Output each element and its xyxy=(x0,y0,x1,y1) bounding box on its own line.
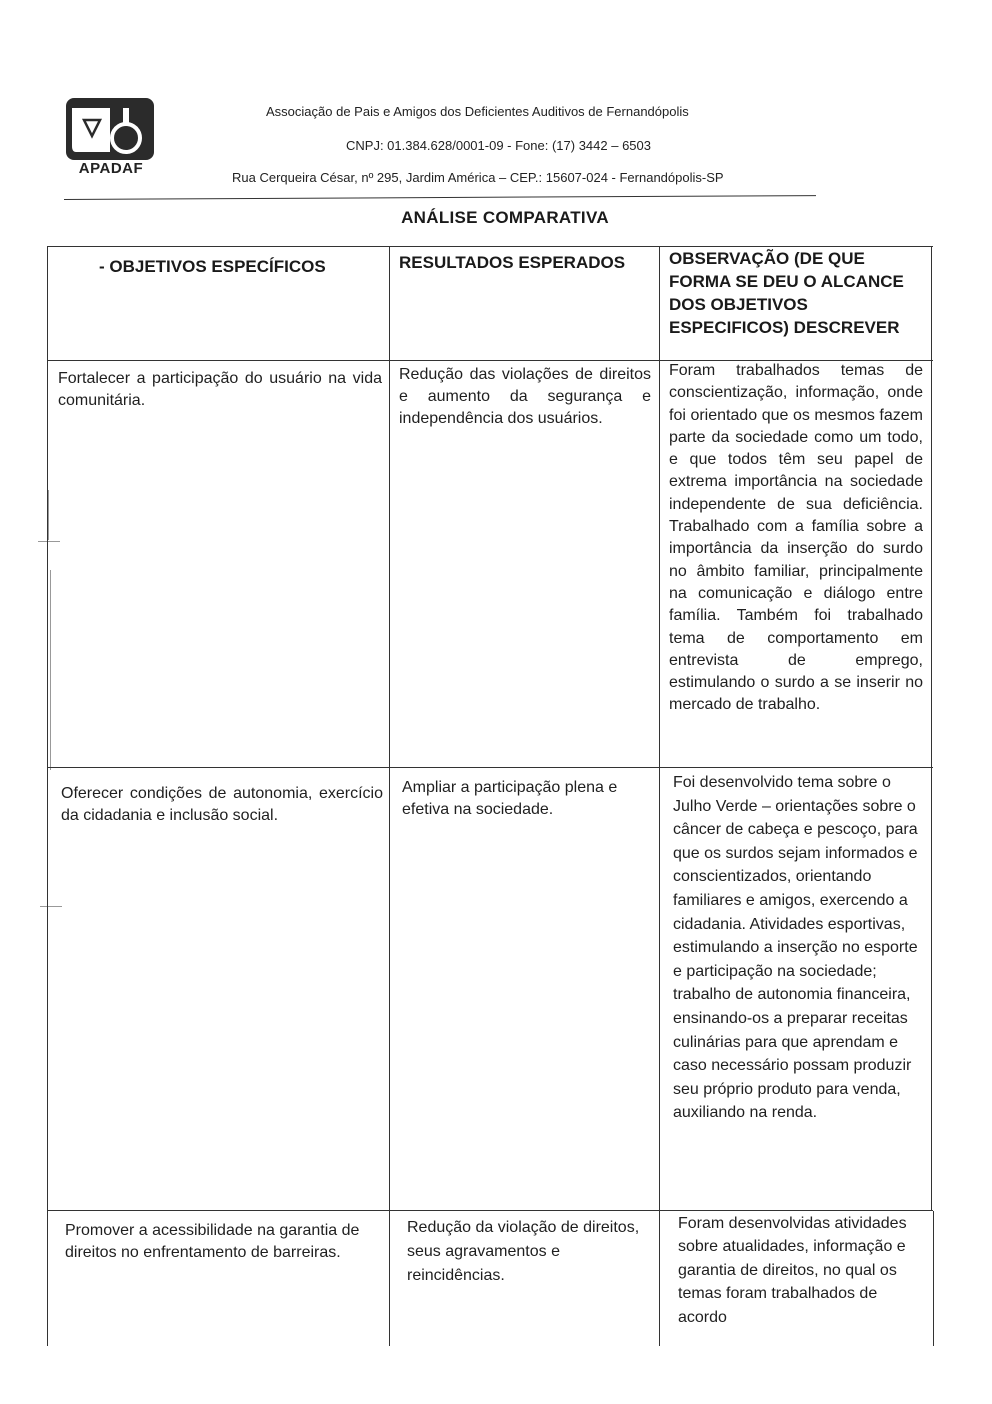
header-expected-results: RESULTADOS ESPERADOS xyxy=(399,253,626,272)
logo-emblem xyxy=(66,98,154,160)
document-title: ANÁLISE COMPARATIVA xyxy=(401,208,609,227)
row-1-observation: Foram trabalhados temas de conscientização, informação, onde foi orientado que os mesmos fazem parte da sociedade como um todo, e que todos têm seu papel de extrema importância na sociedade independente de sua deficiência. Trabalhado com a família sobre a importância da inserção do surdo no âmbito familiar, principalmente na comunicação e diálogo entre família. Também foi trabalhado tema de comportamento em entrevista de emprego, estimulando o surdo a se inserir no mercado de trabalho. xyxy=(669,362,923,714)
header-observation: OBSERVAÇÃO (DE QUE FORMA SE DEU O ALCANCE DOS OBJETIVOS ESPECIFICOS) DESCREVER xyxy=(669,249,904,337)
row-3-objective: Promover a acessibilidade na garantia de direitos no enfrentamento de barreiras. xyxy=(65,1222,360,1261)
row-divider xyxy=(47,1210,933,1211)
row-2-expected: Ampliar a participação plena e efetiva na sociedade. xyxy=(402,779,618,818)
organization-name: Associação de Pais e Amigos dos Deficientes Auditivos de Fernandópolis xyxy=(266,104,689,119)
column-divider xyxy=(389,246,390,1346)
cnpj-phone: CNPJ: 01.384.628/0001-09 - Fone: (17) 3442 – 6503 xyxy=(346,138,651,153)
row-1-objective: Fortalecer a participação do usuário na vida comunitária. xyxy=(58,370,382,409)
logo-text: APADAF xyxy=(78,160,144,177)
table-border-right xyxy=(933,1211,934,1346)
row-2-objective: Oferecer condições de autonomia, exercício da cidadania e inclusão social. xyxy=(61,785,383,824)
apadaf-logo xyxy=(66,98,156,184)
table-border-left xyxy=(47,246,48,1346)
column-divider xyxy=(659,246,660,1346)
row-3-observation: Foram desenvolvidas atividades sobre atualidades, informação e garantia de direitos, no qual os temas foram trabalhados de acordo xyxy=(678,1215,907,1326)
row-2-observation: Foi desenvolvido tema sobre o Julho Verde – orientações sobre o câncer de cabeça e pescoço, para que os surdos sejam informados e conscientizados, orientando familiares e amigos, exercendo a cidadania. Atividades esportivas, estimulando a inserção no esporte e participação na sociedade; trabalho de autonomia financeira, ensinando-os a preparar receitas culinárias para que aprendam e caso necessário possam produzir seu próprio produto para venda, auxiliando na renda. xyxy=(673,774,918,1122)
row-1-expected: Redução das violações de direitos e aumento da segurança e independência dos usuários. xyxy=(399,366,651,427)
row-divider xyxy=(47,767,933,768)
address: Rua Cerqueira César, nº 295, Jardim América – CEP.: 15607-024 - Fernandópolis-SP xyxy=(232,170,724,185)
header-divider xyxy=(64,195,816,200)
table-border-right xyxy=(931,246,932,1211)
row-3-expected: Redução da violação de direitos, seus agravamentos e reincidências. xyxy=(407,1219,640,1284)
comparison-table xyxy=(47,246,933,1346)
header-objectives: - OBJETIVOS ESPECÍFICOS xyxy=(99,257,326,276)
